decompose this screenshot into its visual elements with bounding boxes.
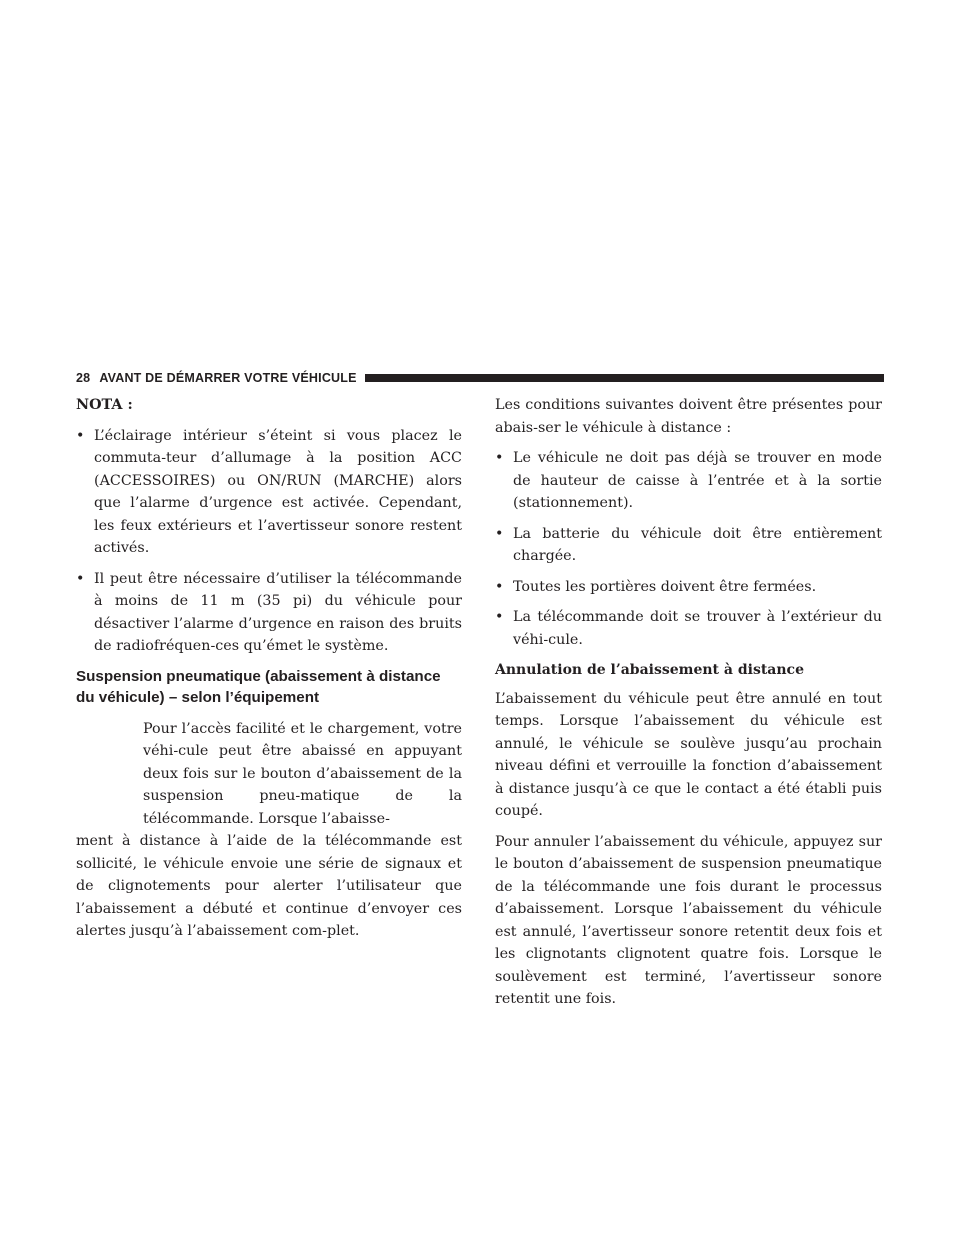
conditions-bullet-list [495, 447, 882, 651]
right-column [495, 394, 882, 1011]
nota-bullet-list [76, 425, 462, 658]
bullet-icon: • [495, 525, 504, 542]
indented-paragraph: Pour l’accès facilité et le chargement, votre véhi-cule peut être abaissé en appuyant deux fois sur le bouton d’abaissement de la suspension pneu-matique de la télécommande. Lorsque l’abaisse- [143, 720, 462, 827]
list-item [495, 523, 882, 568]
body-paragraph: Pour annuler l’abaissement du véhicule, appuyez sur le bouton d’abaissement de suspension pneumatique de la télécommande une fois durant le processus d’abaissement. Lorsque l’abaissement du véhicule est annulé, l’avertisseur sonore retentit deux fois et les clignotants clignotent quatre fois. Lorsque le soulèvement est terminé, l’avertisseur sonore retentit une fois. [495, 833, 882, 1007]
bullet-icon: • [495, 609, 504, 625]
list-item [76, 568, 462, 658]
page-header [76, 369, 884, 387]
list-item-text: L’éclairage intérieur s’éteint si vous placez le commuta-teur d’allumage à la position ACC (ACCESSOIRES) ou ON/RUN (MARCHE) alors que l’alarme d’urgence est activée. Cependant, les feux extérieurs et l’avertisseur sonore restent activés. [94, 427, 462, 556]
header-rule [365, 374, 884, 382]
bullet-icon: • [495, 450, 504, 466]
nota-label: NOTA : [76, 397, 133, 413]
list-item [495, 576, 882, 599]
left-column [76, 394, 462, 943]
bullet-icon: • [495, 578, 504, 595]
page-number: 28 [76, 371, 91, 385]
list-item-text: Toutes les portières doivent être fermées. [513, 578, 817, 595]
list-item [495, 606, 882, 651]
bullet-icon: • [76, 427, 85, 444]
list-item-text: Le véhicule ne doit pas déjà se trouver en mode de hauteur de caisse à l’entrée et à la sortie (stationnement). [513, 450, 882, 511]
body-paragraph: L’abaissement du véhicule peut être annulé en tout temps. Lorsque l’abaissement du véhicule est annulé, le véhicule se soulève jusqu’au prochain niveau défini et verrouille la fonction d’abaissement à distance jusqu’à ce que le contact a été établi puis coupé. [495, 690, 882, 819]
list-item [76, 425, 462, 560]
list-item-text: La télécommande doit se trouver à l’extérieur du véhi-cule. [513, 609, 882, 648]
intro-paragraph: Les conditions suivantes doivent être présentes pour abais-ser le véhicule à distance : [495, 397, 882, 436]
list-item-text: Il peut être nécessaire d’utiliser la télécommande à moins de 11 m (35 pi) du véhicule pour désactiver l’alarme d’urgence en raison des bruits de radiofréquen-ces qu’émet le système. [94, 570, 462, 654]
subheading: Annulation de l’abaissement à distance [495, 662, 804, 678]
list-item [495, 447, 882, 515]
section-heading: Suspension pneumatique (abaissement à distance du véhicule) – selon l’équipement [76, 667, 441, 706]
list-item-text: La batterie du véhicule doit être entièrement chargée. [513, 525, 882, 564]
chapter-title: AVANT DE DÉMARRER VOTRE VÉHICULE [99, 371, 357, 385]
bullet-icon: • [76, 570, 85, 587]
body-paragraph: ment à distance à l’aide de la télécommande est sollicité, le véhicule envoie une série de signaux et de clignotements pour alerter l’utilisateur que l’abaissement a débuté et continue d’envoyer ces alertes jusqu’à l’abaissement com-plet. [76, 833, 462, 939]
